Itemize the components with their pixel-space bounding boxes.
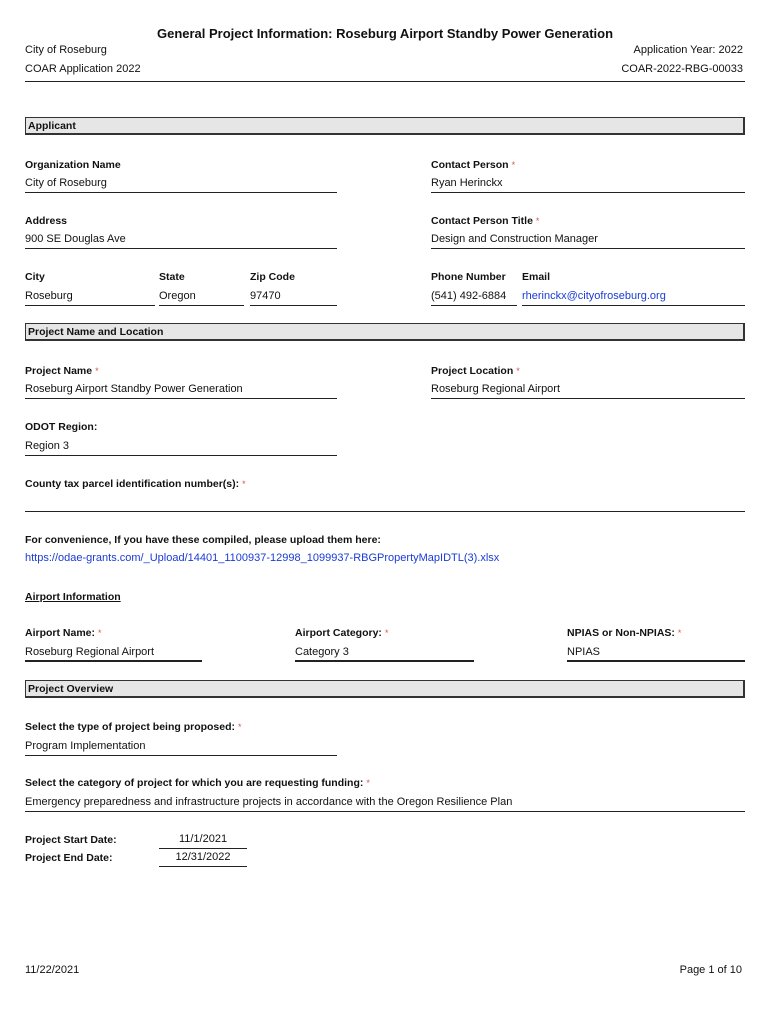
section-applicant: Applicant [25,117,745,135]
phone-label: Phone Number [431,271,506,283]
start-date-label: Project Start Date: [25,834,117,846]
header-application: COAR Application 2022 [25,63,141,75]
contact-person-label: Contact Person * [431,159,516,171]
project-name-field[interactable]: Roseburg Airport Standby Power Generation [25,381,337,399]
project-category-field[interactable]: Emergency preparedness and infrastructure projects in accordance with the Oregon Resilience Plan [25,794,745,812]
footer-date: 11/22/2021 [25,964,80,976]
header-city: City of Roseburg [25,44,107,56]
npias-label: NPIAS or Non-NPIAS: * [567,627,682,639]
phone-field[interactable]: (541) 492-6884 [431,288,517,306]
airport-info-heading: Airport Information [25,591,121,603]
header-id: COAR-2022-RBG-00033 [621,63,743,75]
required-marker: * [384,628,389,638]
required-marker: * [366,778,370,788]
airport-category-field[interactable]: Category 3 [295,644,474,662]
page-title: General Project Information: Roseburg Airport Standby Power Generation [156,26,614,41]
required-marker: * [95,366,99,376]
project-location-field[interactable]: Roseburg Regional Airport [431,381,745,399]
odot-region-label: ODOT Region: [25,421,98,433]
npias-field[interactable]: NPIAS [567,644,745,662]
header-divider [25,81,745,82]
required-marker: * [516,366,520,376]
parcel-number-field[interactable] [25,494,745,512]
upload-prompt: For convenience, If you have these compiled, please upload them here: [25,534,381,546]
section-project-name-location: Project Name and Location [25,323,745,341]
project-name-label: Project Name * [25,365,99,377]
upload-file-link[interactable]: https://odae-grants.com/_Upload/14401_1100937-12998_1099937-RBGPropertyMapIDTL(3).xlsx [25,552,500,564]
email-link[interactable]: rherinckx@cityofroseburg.org [522,288,745,306]
project-location-label: Project Location * [431,365,520,377]
required-marker: * [535,216,540,226]
address-field[interactable]: 900 SE Douglas Ave [25,231,337,249]
odot-region-field[interactable]: Region 3 [25,438,337,456]
city-field[interactable]: Roseburg [25,288,155,306]
project-type-field[interactable]: Program Implementation [25,738,337,756]
airport-category-label: Airport Category: * [295,627,389,639]
state-field[interactable]: Oregon [159,288,244,306]
contact-title-label: Contact Person Title * [431,215,540,227]
address-label: Address [25,215,68,227]
project-category-label: Select the category of project for which you are requesting funding: * [25,777,370,789]
airport-name-label: Airport Name: * [25,627,102,639]
parcel-number-label: County tax parcel identification number(s): * [25,478,246,490]
end-date-field[interactable]: 12/31/2022 [159,849,247,867]
footer-page-number: Page 1 of 10 [679,964,742,976]
required-marker: * [677,628,682,638]
start-date-field[interactable]: 11/1/2021 [159,831,247,849]
required-marker: * [511,160,516,170]
project-type-label: Select the type of project being proposed: * [25,721,242,733]
zip-label: Zip Code [250,271,295,283]
email-label: Email [522,271,551,283]
contact-title-field[interactable]: Design and Construction Manager [431,231,745,249]
required-marker: * [98,628,102,638]
org-name-label: Organization Name [25,159,121,171]
contact-person-field[interactable]: Ryan Herinckx [431,175,745,193]
header-year: Application Year: 2022 [633,44,743,56]
required-marker: * [238,722,242,732]
city-label: City [25,271,45,283]
end-date-label: Project End Date: [25,852,113,864]
state-label: State [159,271,185,283]
zip-field[interactable]: 97470 [250,288,337,306]
section-project-overview: Project Overview [25,680,745,698]
required-marker: * [242,479,246,489]
airport-name-field[interactable]: Roseburg Regional Airport [25,644,202,662]
org-name-field[interactable]: City of Roseburg [25,175,337,193]
